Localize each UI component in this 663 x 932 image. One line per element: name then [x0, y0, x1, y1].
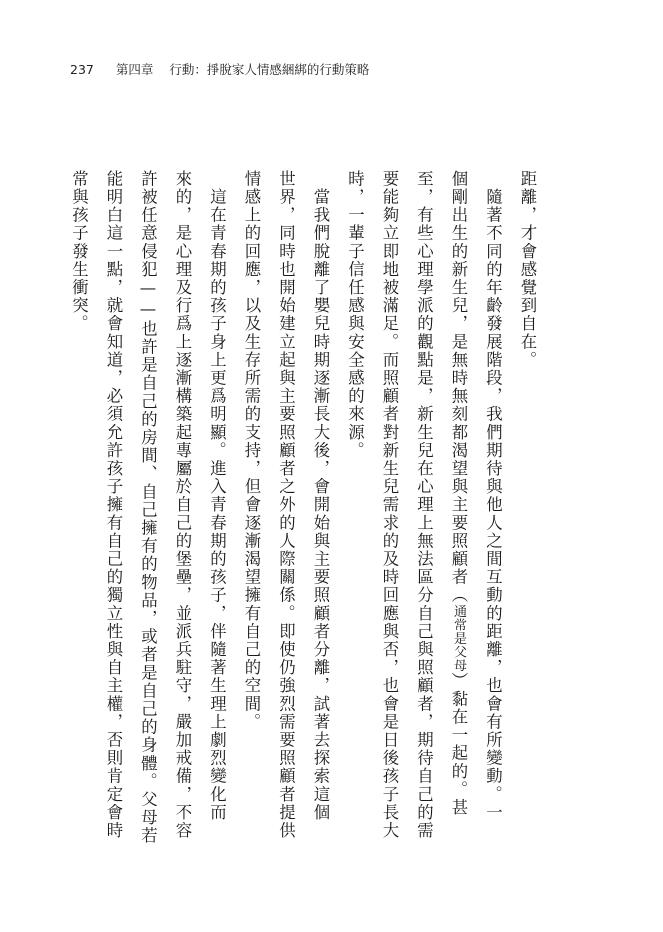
text-column: 許被任意侵犯——也許是自己的房間、自己擁有的物品，或者是自己的身體。父母若: [138, 170, 158, 845]
text-column: 當我們脫離了嬰兒時期逐漸長大後，會開始與主要照顧者分離，試著去探索這個: [311, 170, 330, 822]
text-column: 隨著不同的年齡發展階段，我們期待與他人之間互動的距離，也會有所變動。一: [483, 170, 503, 822]
text-column: 常與孩子發生衝突。: [69, 170, 89, 333]
text-segment: ）黏在一起的。甚: [449, 671, 468, 817]
text-column: [450, 170, 466, 817]
text-column: 要能夠立即地被滿足。而照顧者對新生兒需求的及時回應與否，也會是日後孩子長大: [380, 170, 399, 840]
chapter-label: 第四章: [115, 62, 154, 77]
text-column: 這在青春期的孩子身上更爲明顯。進入青春期的孩子，伴隨著生理上劇烈變化而: [207, 170, 227, 822]
text-column: 至，有些心理學派的觀點是，新生兒在心理上無法區分自己與照顧者，期待自己的需: [414, 170, 434, 840]
chapter-title: 行動：掙脫家人情感綑綁的行動策略: [169, 62, 370, 77]
text-column: 能明白這一點，就會知道，必須允許孩子擁有自己的獨立性與自主權，否則肯定會時: [104, 170, 123, 840]
text-column: 世界，同時也開始建立起與主要照顧者之外的人際關係。即使仍強烈需要照顧者提供: [276, 170, 296, 840]
running-header: [70, 60, 369, 78]
page-number: 237: [70, 62, 94, 77]
text-column: 情感上的回應，以及生存所需的支持，但會逐漸渴望擁有自己的空間。: [242, 170, 261, 732]
text-column: 距離，才會感覺到自在。: [518, 170, 537, 370]
text-segment: 個剛出生的新生兒，是無時無刻都渴望與主要照顧者（: [449, 170, 468, 605]
body-text: [69, 170, 537, 860]
parenthetical-note: 通常是父母: [451, 604, 466, 672]
text-column: 來的，是心理及行爲上逐漸構築起專屬於自己的堡壘，並派兵駐守，嚴加戒備，不容: [173, 170, 192, 840]
text-column: 時，一輩子信任感與安全感的來源。: [345, 170, 365, 460]
